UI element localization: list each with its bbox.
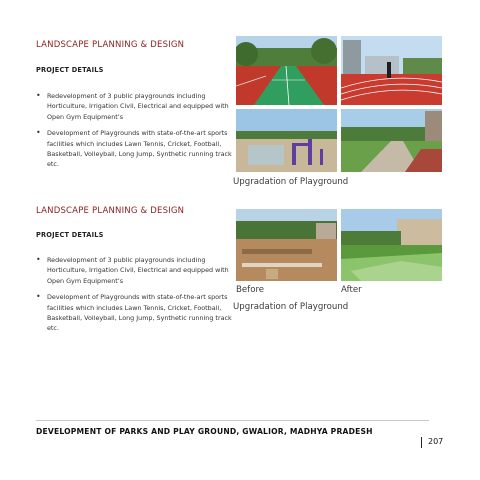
section2-bullet-1: • Redevelopment of 3 public playgrounds including Horticulture, Irrigation Civil, Electrical and equipped with Open Gym Equipment’s [36, 255, 237, 286]
footer-divider [36, 420, 429, 421]
section2-bullet-list [36, 255, 237, 340]
section1-title: LANDSCAPE PLANNING & DESIGN [36, 40, 185, 50]
section1-bullet-1: • Redevelopment of 3 public playgrounds including Horticulture, Irrigation Civil, Electrical and equipped with Open Gym Equipment’s [36, 91, 237, 122]
page-number-bar [421, 437, 422, 448]
page-number: 207 [428, 437, 444, 446]
photo-court-tennis [236, 36, 337, 105]
footer-title: DEVELOPMENT OF PARKS AND PLAY GROUND, GWALIOR, MADHYA PRADESH [36, 427, 373, 436]
photo-park-walkway [341, 109, 442, 172]
section2-title: LANDSCAPE PLANNING & DESIGN [36, 206, 185, 216]
section1-bullet-list [36, 91, 237, 176]
section1-bullet-2: • Development of Playgrounds with state-of-the-art sports facilities which includes Lawn Tennis, Cricket, Football, Basketball, Volleyball, Long Jump, Synthetic running track etc. [36, 128, 237, 170]
photo-open-gym [236, 109, 337, 172]
section2-bullet-2: • Development of Playgrounds with state-of-the-art sports facilities which includes Lawn Tennis, Cricket, Football, Basketball, Volleyball, Long Jump, Synthetic running track etc. [36, 292, 237, 334]
section2-subtitle: PROJECT DETAILS [36, 231, 104, 239]
photo-running-track [341, 36, 442, 105]
after-label: After [341, 285, 362, 295]
photo-before-construction [236, 209, 337, 281]
section1-subtitle: PROJECT DETAILS [36, 66, 104, 74]
before-label: Before [236, 285, 265, 295]
section1-caption: Upgradation of Playground [233, 177, 349, 187]
photo-after-landscape [341, 209, 442, 281]
section2-caption: Upgradation of Playground [233, 302, 349, 312]
